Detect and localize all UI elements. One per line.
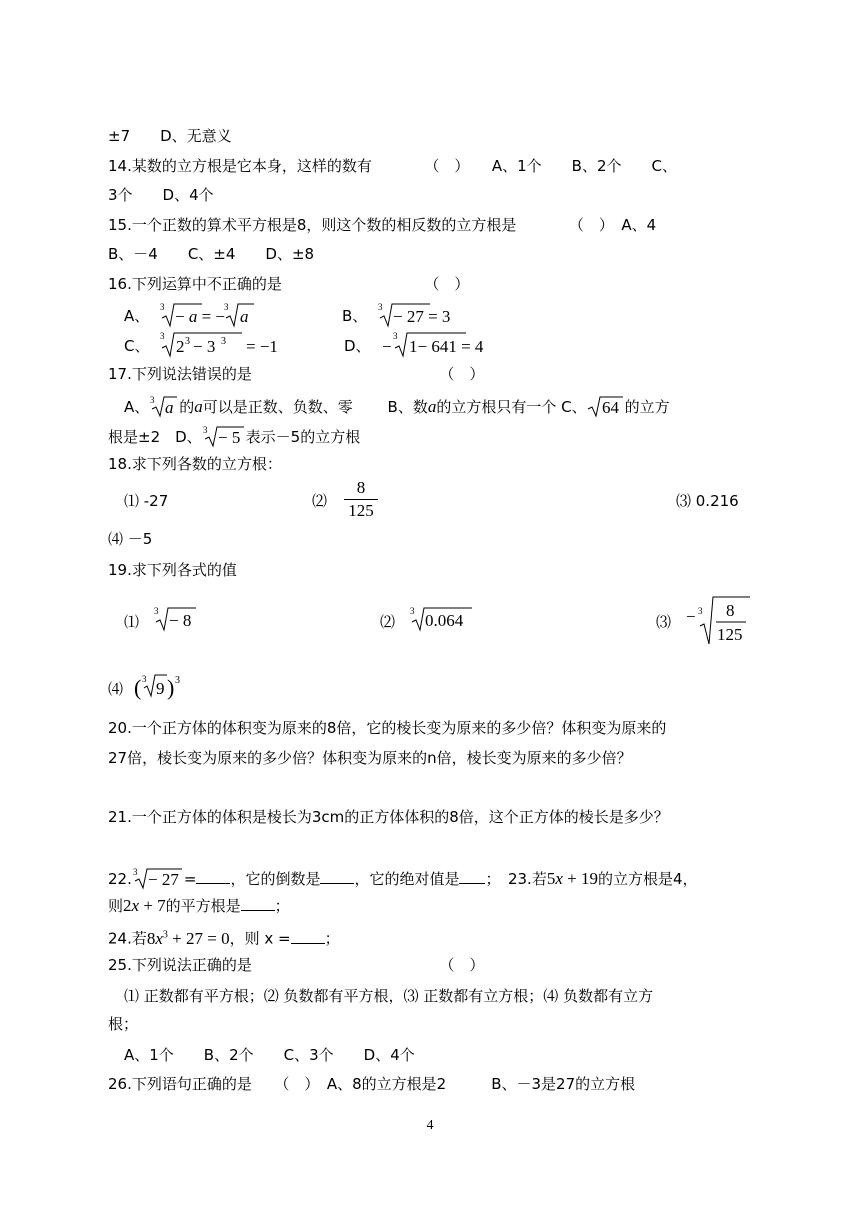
- q18-frac-bar: [344, 499, 378, 500]
- question-19: 19.求下列各式的值: [108, 561, 237, 579]
- q17-options-line1: [124, 394, 670, 418]
- svg-text:3: 3: [160, 302, 165, 312]
- svg-text:3: 3: [150, 395, 155, 405]
- q19-item-3-expr: [684, 592, 754, 648]
- svg-text:(: (: [134, 675, 142, 700]
- svg-text:3: 3: [142, 674, 147, 684]
- q22-expr: [132, 866, 184, 890]
- svg-text:2: 2: [176, 337, 185, 356]
- q22-equals: =: [183, 870, 197, 888]
- q17-cbrt-a: [149, 394, 179, 418]
- svg-text:3: 3: [202, 425, 208, 435]
- question-15-line2: B、－4 C、±4 D、±8: [108, 245, 315, 263]
- svg-text:= −1: = −1: [246, 337, 278, 356]
- q19-item-2-label: ⑵: [380, 613, 396, 631]
- svg-text:3: 3: [175, 675, 180, 686]
- q17-options-line2: [108, 424, 360, 448]
- q23-end: ；: [274, 897, 290, 915]
- q23-prefix: ； 23.若: [485, 870, 547, 888]
- question-22-line: [108, 866, 698, 890]
- q17-line2-prefix: 根是±2 D、: [108, 428, 202, 446]
- q22-blank-2[interactable]: [320, 869, 354, 884]
- q17-line2-suffix: 表示－5的立方根: [245, 428, 361, 446]
- svg-text:3: 3: [393, 331, 398, 341]
- svg-text:125: 125: [717, 625, 743, 644]
- svg-text:− 27 = 3: − 27 = 3: [393, 307, 451, 326]
- svg-text:3: 3: [221, 336, 226, 347]
- q18-fraction: [344, 478, 378, 521]
- svg-text:a: a: [240, 307, 249, 326]
- svg-text:8: 8: [726, 601, 735, 620]
- svg-text:− 27: − 27: [147, 870, 179, 889]
- svg-text:− 5: − 5: [217, 428, 241, 447]
- svg-text:− a = −: − a = −: [175, 307, 226, 326]
- q23-sqrt-text: 的平方根是: [165, 897, 241, 915]
- q24-x-equals: ，则 x =: [229, 929, 291, 948]
- q18-item-3: ⑶ 0.216: [676, 492, 739, 510]
- q25-options: A、1个 B、2个 C、3个 D、4个: [124, 1046, 415, 1064]
- q22-reciprocal-text: ，它的倒数是: [230, 870, 321, 888]
- q23-expr-2: 2x + 7: [123, 896, 166, 915]
- q16-option-c-expr: [158, 326, 288, 358]
- q16-option-a-expr: [158, 298, 278, 328]
- question-16: 16.下列运算中不正确的是 （ ）: [108, 275, 470, 293]
- q19-item-1-expr: [152, 602, 202, 632]
- q22-number: 22.: [108, 870, 132, 888]
- question-18: 18.求下列各数的立方根：: [108, 455, 282, 473]
- q18-item-4: ⑷ －5: [108, 530, 153, 548]
- q23-suffix: 的立方根是4，: [597, 870, 698, 888]
- svg-text:3: 3: [224, 302, 229, 312]
- q17-var-a-2: a: [427, 397, 437, 416]
- q22-blank-3[interactable]: [459, 869, 485, 884]
- q17-c-text: 的立方: [624, 398, 670, 416]
- q23-blank[interactable]: [241, 896, 275, 911]
- svg-text:− 8: − 8: [169, 611, 192, 630]
- svg-text:): ): [167, 675, 175, 700]
- q24-prefix: 24.若: [108, 929, 147, 948]
- question-25: 25.下列说法正确的是 （ ）: [108, 956, 485, 974]
- question-23-line: [108, 896, 290, 916]
- question-14-line1: 14.某数的立方根是它本身，这样的数有 （ ） A、1个 B、2个 C、: [108, 157, 677, 175]
- q16-option-b-expr: [376, 298, 476, 328]
- q25-statements-line1: ⑴ 正数都有平方根；⑵ 负数都有平方根，⑶ 正数都有立方根；⑷ 负数都有立方: [124, 987, 654, 1005]
- svg-text:a: a: [165, 398, 174, 417]
- q19-item-2-expr: [408, 602, 478, 632]
- q16-option-b-label: B、: [342, 307, 368, 325]
- svg-text:3: 3: [160, 331, 165, 341]
- q16-option-c-label: C、: [124, 337, 150, 355]
- svg-text:3: 3: [132, 867, 138, 877]
- question-24-line: [108, 925, 340, 949]
- svg-text:3: 3: [154, 606, 159, 616]
- q17-sqrt-64: [587, 394, 625, 418]
- svg-text:−: −: [382, 337, 392, 356]
- q17-a-text: 可以是正数、负数、零 B、数: [202, 398, 428, 416]
- q23-expr: 5x + 19: [546, 869, 598, 888]
- q18-frac-num: 8: [356, 478, 366, 497]
- q17-var-a: a: [194, 397, 203, 416]
- q19-item-4-expr: [134, 668, 184, 702]
- svg-text:0.064: 0.064: [425, 611, 464, 630]
- question-20-line2: 27倍，棱长变为原来的多少倍？体积变为原来的n倍，棱长变为原来的多少倍？: [108, 749, 632, 767]
- q25-statements-line2: 根；: [108, 1015, 139, 1033]
- q22-abs-text: ，它的绝对值是: [354, 870, 460, 888]
- q16-option-d-expr: [380, 326, 510, 358]
- q18-frac-den: 125: [348, 501, 374, 520]
- q24-expr: $8x^3 + 27 = 0$: [146, 928, 230, 948]
- q19-item-3-label: ⑶: [656, 613, 672, 631]
- svg-text:− 3: − 3: [193, 337, 216, 356]
- svg-text:3: 3: [410, 606, 415, 616]
- q22-blank-1[interactable]: [196, 869, 230, 884]
- q17-a-prefix: A、: [124, 398, 150, 416]
- q18-item-1: ⑴ -27: [124, 492, 169, 510]
- q17-cbrt-neg5: [202, 424, 246, 448]
- question-26: 26.下列语句正确的是 （ ） A、8的立方根是2 B、－3是27的立方根: [108, 1075, 636, 1093]
- svg-text:−: −: [686, 607, 696, 626]
- q24-end: ；: [324, 929, 340, 948]
- question-15-line1: 15.一个正数的算术平方根是8，则这个数的相反数的立方根是 （ ） A、4: [108, 216, 657, 234]
- question-20-line1: 20.一个正方体的体积变为原来的8倍，它的棱长变为原来的多少倍？体积变为原来的: [108, 719, 667, 737]
- q16-option-d-label: D、: [344, 337, 371, 355]
- question-14-line2: 3个 D、4个: [108, 186, 214, 204]
- q24-blank[interactable]: [291, 929, 325, 944]
- q19-item-1-label: ⑴: [124, 613, 140, 631]
- q23-then: 则: [108, 897, 124, 915]
- svg-text:9: 9: [156, 679, 165, 698]
- q19-item-4-label: ⑷: [108, 680, 124, 698]
- question-21: 21.一个正方体的体积是棱长为3cm的正方体体积的8倍，这个正方体的棱长是多少？: [108, 808, 669, 826]
- svg-text:1− 641 = 4: 1− 641 = 4: [409, 337, 484, 356]
- line-q13-tail: ±7 D、无意义: [108, 127, 232, 145]
- svg-text:3: 3: [698, 606, 703, 616]
- q18-item-2-label: ⑵: [312, 492, 328, 510]
- svg-text:64: 64: [601, 398, 619, 417]
- page-number: 4: [426, 1118, 434, 1133]
- svg-text:3: 3: [185, 336, 190, 347]
- svg-text:3: 3: [378, 302, 383, 312]
- q16-option-a-label: A、: [124, 307, 150, 325]
- q17-a-de: 的: [179, 398, 195, 416]
- question-17: 17.下列说法错误的是 （ ）: [108, 365, 485, 383]
- q17-b-text: 的立方根只有一个 C、: [436, 398, 587, 416]
